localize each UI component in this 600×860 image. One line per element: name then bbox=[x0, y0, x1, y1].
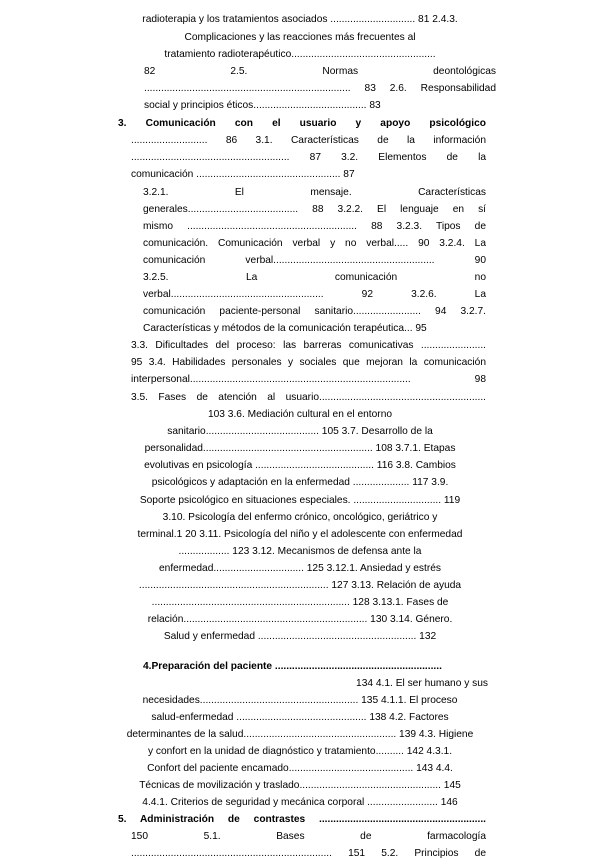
toc-line: social y principios éticos........................................ 83 bbox=[144, 100, 381, 111]
toc-line: tratamiento radioterapéutico................................................... bbox=[164, 49, 436, 60]
toc-line: psicológicos y adaptación en la enfermedad .................... 117 3.9. bbox=[151, 477, 449, 488]
section-heading: 5. Administración de contrastes ........................................................... bbox=[118, 814, 486, 825]
toc-line: 82 2.5. Normas deontológicas bbox=[144, 66, 496, 77]
section-heading: 4.Preparación del paciente ........................................................... bbox=[143, 661, 442, 672]
toc-line: Características y métodos de la comunicación terapéutica... 95 bbox=[143, 323, 427, 334]
toc-line: determinantes de la salud...................................................... 139 4.3. Higiene bbox=[126, 729, 474, 740]
toc-line: personalidad............................................................ 108 3.7.1. Etapas bbox=[144, 443, 456, 454]
toc-line: salud-enfermedad .............................................. 138 4.2. Factores bbox=[151, 712, 449, 723]
toc-line: terminal.1 20 3.11. Psicología del niño y el adolescente con enfermedad bbox=[137, 529, 463, 540]
toc-line: 3.2.5. La comunicación no bbox=[143, 272, 486, 283]
toc-line: ......................................................................... 83 2.6. Responsabilidad bbox=[144, 83, 496, 94]
toc-line: radioterapia y los tratamientos asociados .............................. 81 2.4.3. bbox=[142, 14, 458, 25]
toc-line: comunicación verbal......................................................... 90 bbox=[143, 255, 486, 266]
toc-line: 4.4.1. Criterios de seguridad y mecánica corporal ......................... 146 bbox=[142, 797, 458, 808]
toc-line: evolutivas en psicología .......................................... 116 3.8. Cambios bbox=[144, 460, 456, 471]
toc-line: 134 4.1. El ser humano y sus bbox=[356, 678, 488, 689]
toc-line: ....................................................................... 151 5.2. Principios de bbox=[131, 848, 486, 859]
toc-line: Soporte psicológico en situaciones especiales. ............................... 119 bbox=[139, 495, 461, 506]
toc-line: y confort en la unidad de diagnóstico y tratamiento.......... 142 4.3.1. bbox=[147, 746, 453, 757]
toc-line: 95 3.4. Habilidades personales y sociales que mejoran la comunicación bbox=[131, 357, 486, 368]
toc-line: Técnicas de movilización y traslado.................................................. 145 bbox=[139, 780, 461, 791]
toc-line: mismo ............................................................ 88 3.2.3. Tipos de bbox=[143, 221, 486, 232]
toc-line: comunicación paciente-personal sanitario........................ 94 3.2.7. bbox=[143, 306, 486, 317]
toc-line: Confort del paciente encamado............................................ 143 4.4. bbox=[147, 763, 453, 774]
toc-line: Complicaciones y las reacciones más frecuentes al bbox=[184, 32, 416, 43]
section-heading: 3. Comunicación con el usuario y apoyo psicológico bbox=[118, 118, 486, 129]
toc-line: generales....................................... 88 3.2.2. El lenguaje en sí bbox=[143, 204, 486, 215]
toc-line: 3.2.1. El mensaje. Características bbox=[143, 187, 486, 198]
toc-line: enfermedad................................ 125 3.12.1. Ansiedad y estrés bbox=[158, 563, 441, 574]
toc-line: 103 3.6. Mediación cultural en el entorno bbox=[207, 409, 393, 420]
toc-line: ...................................................................... 128 3.13.1. Fases de bbox=[151, 597, 449, 608]
toc-line: 3.10. Psicología del enfermo crónico, oncológico, geriátrico y bbox=[162, 512, 438, 523]
toc-line: ........................... 86 3.1. Características de la información bbox=[131, 135, 486, 146]
toc-line: 150 5.1. Bases de farmacología bbox=[131, 831, 486, 842]
toc-line: necesidades........................................................ 135 4.1.1. El proceso bbox=[142, 695, 458, 706]
toc-line: Salud y enfermedad ........................................................ 132 bbox=[163, 631, 437, 642]
toc-line: verbal...................................................... 92 3.2.6. La bbox=[143, 289, 486, 300]
toc-line: comunicación. Comunicación verbal y no verbal..... 90 3.2.4. La bbox=[143, 238, 486, 249]
toc-line: interpersonal.............................................................................. 98 bbox=[131, 374, 486, 385]
toc-line: ........................................................ 87 3.2. Elementos de la bbox=[131, 152, 486, 163]
toc-line: comunicación ................................................... 87 bbox=[131, 169, 355, 180]
toc-line: sanitario........................................ 105 3.7. Desarrollo de la bbox=[167, 426, 433, 437]
toc-line: ................................................................... 127 3.13. Relación de ayuda bbox=[138, 580, 462, 591]
toc-line: 3.3. Dificultades del proceso: las barreras comunicativas ....................... bbox=[131, 340, 486, 351]
toc-line: .................. 123 3.12. Mecanismos de defensa ante la bbox=[178, 546, 422, 557]
toc-line: relación................................................................. 130 3.14. Género. bbox=[147, 614, 453, 625]
toc-line: 3.5. Fases de atención al usuario........................................................... bbox=[131, 392, 486, 403]
